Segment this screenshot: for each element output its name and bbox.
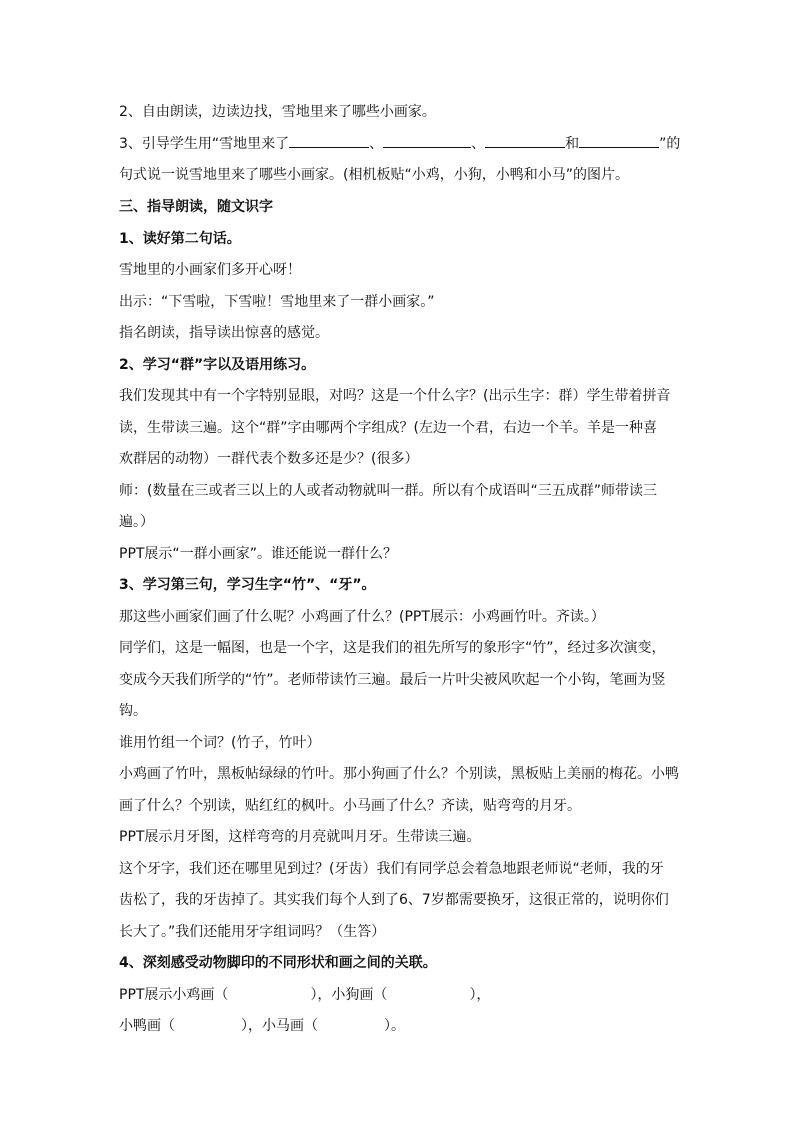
separator-2: 、 <box>471 136 486 152</box>
line-1-end: ）， <box>469 987 491 1003</box>
duck-draws-label: 小鸭画（ <box>119 1018 175 1034</box>
section-3-heading: 三、指导朗读，随文识字 <box>119 199 273 215</box>
paragraph-line: 同学们，这是一幅图，也是一个字，这是我们的祖先所写的象形字“竹”，经过多次演变， <box>119 640 666 656</box>
blank-4 <box>579 134 659 148</box>
step-2-free-reading: 2、自由朗读，边读边找，雪地里来了哪些小画家。 <box>119 104 436 120</box>
and-word: 和 <box>565 136 580 152</box>
pattern-intro: 3、引导学生用“雪地里来了 <box>119 136 290 152</box>
horse-draws-label: ），小马画（ <box>241 1018 318 1034</box>
subheading-2: 2、学习“群”字以及语用练习。 <box>119 357 316 373</box>
paragraph-line: PPT展示“一群小画家”。谁还能说一群什么？ <box>119 546 397 562</box>
step-3-sentence-pattern <box>119 134 679 153</box>
paragraph-line: 齿松了，我的牙齿掉了。其实我们每个人到了6、7岁都需要换牙，这很正常的，说明你们 <box>119 892 669 908</box>
paragraph-line: 读，生带读三遍。这个“群”字由哪两个字组成？(左边一个君，右边一个羊。羊是一种喜 <box>119 420 657 436</box>
blank-2 <box>383 134 471 148</box>
pattern-explanation: 句式说一说雪地里来了哪些小画家。(相机板贴“小鸡，小狗，小鸭和小马”的图片。 <box>119 167 629 183</box>
blank-3 <box>485 134 565 148</box>
paragraph-line: 师：(数量在三或者三以上的人或者动物就叫一群。所以有个成语叫“三五成群”师带读三 <box>119 483 657 499</box>
subheading-3: 3、学习第三句，学习生字“竹”、“牙”。 <box>119 577 376 593</box>
paragraph-line: 我们发现其中有一个字特别显眼，对吗？这是一个什么字？(出示生字：群）学生带着拼音 <box>119 388 671 404</box>
blank-1 <box>289 134 369 148</box>
chick-draws-label: PPT展示小鸡画（ <box>119 987 229 1003</box>
dog-draws-label: ），小狗画（ <box>310 987 388 1003</box>
paragraph-line: 那这些小画家们画了什么呢？小鸡画了什么？(PPT展示：小鸡画竹叶。齐读。） <box>119 609 605 625</box>
paragraph-line: 欢群居的动物）一群代表个数多还是少？(很多） <box>119 451 419 467</box>
paragraph-line: PPT展示月牙图，这样弯弯的月亮就叫月牙。生带读三遍。 <box>119 829 481 845</box>
subheading-1: 1、读好第二句话。 <box>119 231 241 247</box>
ppt-fill-line-2 <box>119 1017 679 1035</box>
paragraph-line: 小鸡画了竹叶，黑板帖绿绿的竹叶。那小狗画了什么？个别读，黑板贴上美丽的梅花。小鸭 <box>119 766 679 782</box>
paragraph-line: 指名朗读，指导读出惊喜的感觉。 <box>119 325 329 341</box>
paragraph-line: 出示：“下雪啦，下雪啦！雪地里来了一群小画家。” <box>119 294 435 310</box>
paragraph-line: 遍。） <box>119 514 154 530</box>
pattern-end: ”的 <box>659 136 681 152</box>
paragraph-line: 雪地里的小画家们多开心呀！ <box>119 262 301 278</box>
separator-1: 、 <box>369 136 384 152</box>
ppt-fill-line-1 <box>119 986 679 1004</box>
paragraph-line: 谁用竹组一个词？(竹子，竹叶） <box>119 735 321 751</box>
subheading-4: 4、深刻感受动物脚印的不同形状和画之间的关联。 <box>119 955 437 971</box>
paragraph-line: 长大了。”我们还能用牙字组词吗？（生答） <box>119 924 386 940</box>
paragraph-line: 画了什么？个别读，贴红红的枫叶。小马画了什么？齐读，贴弯弯的月牙。 <box>119 798 581 814</box>
paragraph-line: 钩。 <box>119 703 147 719</box>
line-2-end: ）。 <box>384 1018 405 1034</box>
paragraph-line: 变成今天我们所学的“竹”。老师带读竹三遍。最后一片叶尖被风吹起一个小钩，笔画为竖 <box>119 672 666 688</box>
paragraph-line: 这个牙字，我们还在哪里见到过？(牙齿）我们有同学总会着急地跟老师说“老师，我的牙 <box>119 861 664 877</box>
